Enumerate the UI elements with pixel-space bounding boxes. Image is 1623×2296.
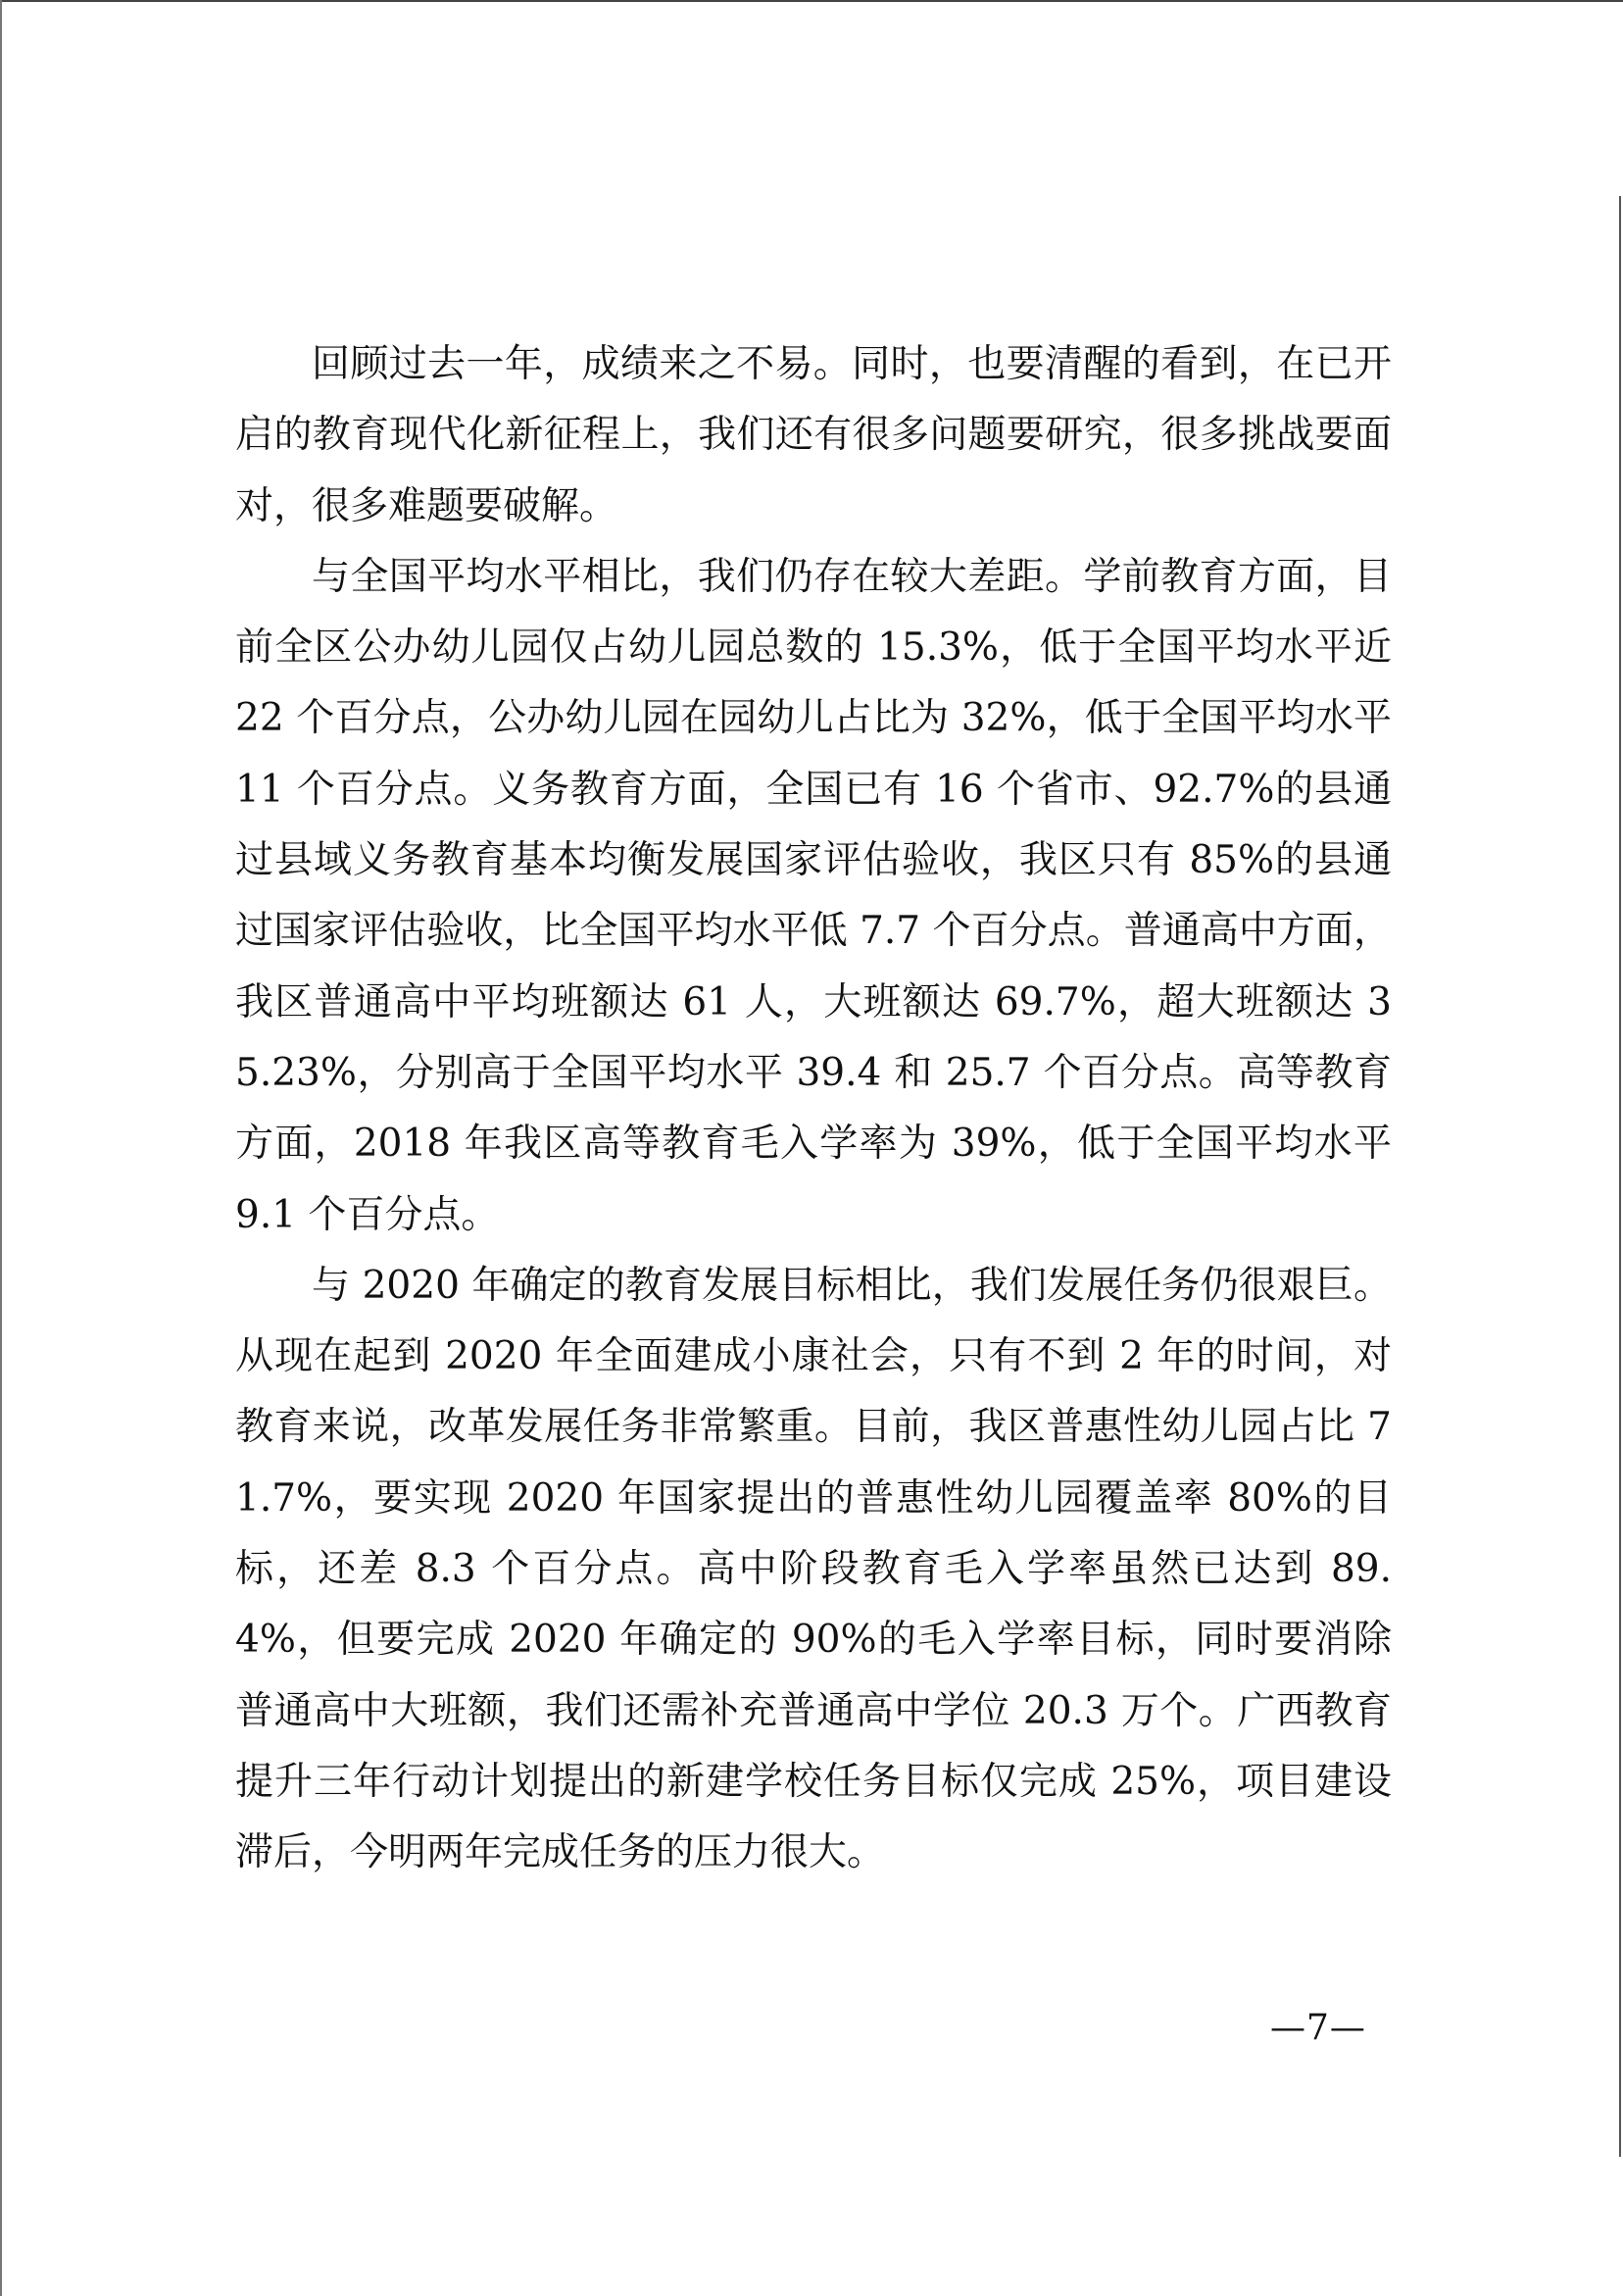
scan-edge-right <box>1619 196 1621 2157</box>
paragraph-national-comparison: 与全国平均水平相比，我们仍存在较大差距。学前教育方面，目前全区公办幼儿园仅占幼儿园总数的 15.3%，低于全国平均水平近 22 个百分点，公办幼儿园在园幼儿占比为 32%，低于全国平均水平 11 个百分点。义务教育方面，全国已有 16 个省市、92.7%的县通过县域义务教育基本均衡发展国家评估验收，我区只有 85%的县通过国家评估验收，比全国平均水平低 7.7 个百分点。普通高中方面，我区普通高中平均班额达 61 人，大班额达 69.7%，超大班额达 35.23%，分别高于全国平均水平 39.4 和 25.7 个百分点。高等教育方面，2018 年我区高等教育毛入学率为 39%，低于全国平均水平 9.1 个百分点。 <box>235 554 1392 1237</box>
paragraph-review: 回顾过去一年，成绩来之不易。同时，也要清醒的看到，在已开启的教育现代化新征程上，我们还有很多问题要研究，很多挑战要面对，很多难题要破解。 <box>235 342 1392 528</box>
paragraph-2020-targets: 与 2020 年确定的教育发展目标相比，我们发展任务仍很艰巨。从现在起到 2020 年全面建成小康社会，只有不到 2 年的时间，对教育来说，改革发展任务非常繁重。目前，我区普惠性幼儿园占比 71.7%，要实现 2020 年国家提出的普惠性幼儿园覆盖率 80%的目标，还差 8.3 个百分点。高中阶段教育毛入学率虽然已达到 89.4%，但要完成 2020 年确定的 90%的毛入学率目标，同时要消除普通高中大班额，我们还需补充普通高中学位 20.3 万个。广西教育提升三年行动计划提出的新建学校任务目标仅完成 25%，项目建设滞后，今明两年完成任务的压力很大。 <box>235 1263 1392 1875</box>
scan-edge-left <box>0 0 2 2296</box>
body-text <box>235 329 1392 1889</box>
scan-edge-top <box>0 0 1623 2</box>
page-number: —7— <box>1270 2008 1366 2048</box>
